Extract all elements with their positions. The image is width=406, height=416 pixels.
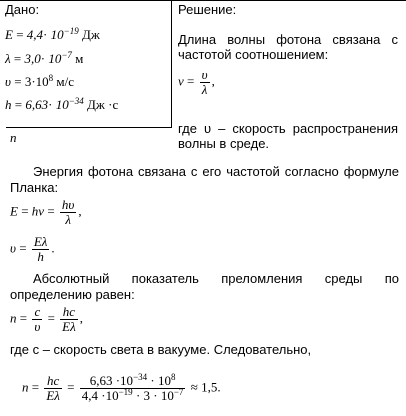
table-top-border: [0, 0, 406, 1]
solution-title: Решение:: [178, 2, 237, 17]
solution-p3-line1: Энергия фотона связана с его частотой согласно формуле: [33, 164, 399, 179]
solution-p1-line2: частотой соотношением:: [178, 47, 329, 62]
formula-result: n = $\frac{hc}{E\lambda}$ = $\frac{6,63 \cdot 10^{-34} \cdot 10^8}{4,4 \cdot 10^{-19} \cdot 3 \cdot 10^{-7}}$ ≈ 1,5.: [22, 372, 221, 403]
given-velocity: $\upsilon = 3\cdot 10^8$ м/с: [5, 73, 75, 89]
given-planck: $h = 6,63\cdot 10^{-34}$ Дж ·с: [5, 96, 119, 112]
given-energy: $E = 4,4\cdot 10^{-19}$ Дж: [5, 26, 100, 42]
formula-frequency: ν = $\frac{\upsilon}{\lambda}$ ,: [178, 67, 215, 97]
given-title: Дано:: [5, 2, 40, 17]
solution-p5: где с – скорость света в вакууме. Следовательно,: [10, 342, 312, 357]
solution-p2-line2: волны в среде.: [178, 136, 270, 151]
given-find: n: [10, 130, 17, 145]
formula-velocity: υ = $\frac{E\lambda}{h}$ .: [10, 234, 55, 264]
formula-planck: E = hν = $\frac{h\upsilon}{\lambda}$ ,: [10, 197, 82, 227]
solution-p2-line1: где υ – скорость распространения: [178, 121, 398, 136]
formula-refractive-index: n = $\frac{c}{\upsilon}$ = $\frac{hc}{E\lambda}$ ,: [10, 304, 83, 334]
solution-p1-line1: Длина волны фотона связана с: [178, 32, 398, 47]
solution-p4-line2: определению равен:: [10, 287, 135, 302]
given-bottom-rule: [6, 127, 172, 128]
given-wavelength: $\lambda = 3,0\cdot 10^{-7}$ м: [5, 50, 84, 66]
solution-p3-line2: Планка:: [10, 180, 59, 195]
solution-p4-line1: Абсолютный показатель преломления среды по: [33, 271, 399, 286]
table-divider: [171, 0, 172, 128]
